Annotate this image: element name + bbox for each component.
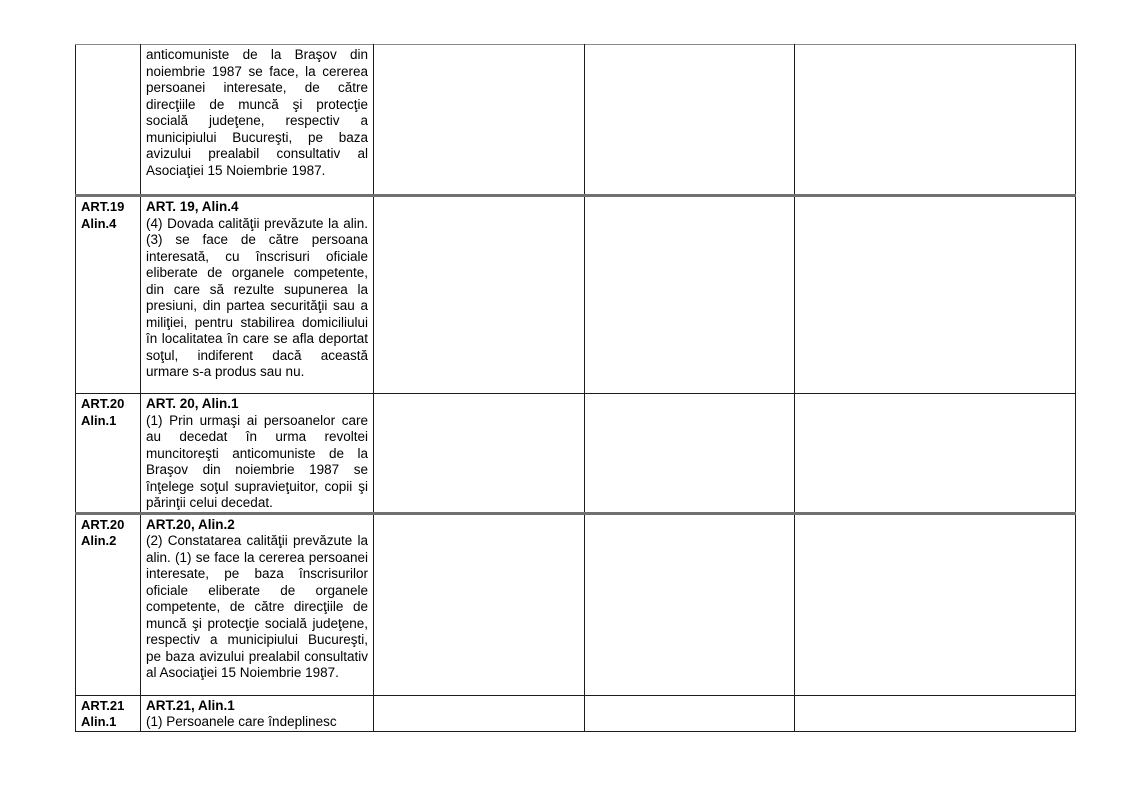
empty-cell: [795, 513, 1076, 695]
article-ref-cell: [76, 695, 141, 731]
article-text-cell: [141, 513, 374, 695]
empty-cell: [374, 196, 585, 394]
article-ref-alin: Alin.1: [81, 412, 117, 428]
empty-cell: [585, 394, 795, 514]
article-ref-cell: [76, 394, 141, 514]
article-body: (4) Dovada calităţii prevăzute la alin. (3) se face de către persoana interesată, cu înscrisuri oficiale eliberate de organele competente, din care să rezulte supunerea la presiuni, din partea securităţii sau a miliţiei, pentru stabilirea domiciliului în localitatea în care se afla deportat soţul, indiferent dacă această urmare s-a produs sau nu.: [146, 215, 368, 379]
article-ref: ART.21: [81, 697, 125, 713]
article-ref-alin: Alin.1: [81, 714, 117, 729]
article-ref-alin: Alin.2: [81, 533, 117, 548]
article-heading: ART.20, Alin.2: [146, 516, 235, 532]
article-text-cell: [141, 394, 374, 514]
article-ref-cell: [76, 196, 141, 394]
article-heading: ART. 19, Alin.4: [146, 199, 239, 214]
table-row: [76, 394, 1076, 514]
empty-cell: [585, 196, 795, 394]
legal-articles-table: [75, 44, 1076, 732]
table-row: [76, 196, 1076, 394]
article-ref: ART.19: [81, 199, 125, 214]
table-row: [76, 45, 1076, 196]
empty-cell: [374, 695, 585, 731]
article-body: (1) Prin urmaşi ai persoanelor care au decedat în urma revoltei muncitoreşti anticomuniste de la Braşov din noiembrie 1987 se înţelege soţul supravieţuitor, copii şi părinţii celui decedat.: [146, 412, 368, 510]
article-body: anticomuniste de la Braşov din noiembrie 1987 se face, la cererea persoanei interesate, de către direcţiile de muncă şi protecţie socială judeţene, respectiv a municipiului Bucureşti, pe baza avizului prealabil consultativ al Asociaţiei 15 Noiembrie 1987.: [146, 47, 368, 178]
empty-cell: [585, 695, 795, 731]
table-row: [76, 513, 1076, 695]
empty-cell: [374, 513, 585, 695]
empty-cell: [795, 695, 1076, 731]
article-text-cell: [141, 196, 374, 394]
article-ref-cell: [76, 513, 141, 695]
article-body: (2) Constatarea calităţii prevăzute la alin. (1) se face la cererea persoanei interesate, pe baza înscrisurilor oficiale eliberate de organele competente, de către direcţiile de muncă şi protecţie socială judeţene, respectiv a municipiului Bucureşti, pe baza avizului prealabil consultativ al Asociaţiei 15 Noiembrie 1987.: [146, 533, 368, 680]
article-ref: ART.20: [81, 396, 125, 411]
article-heading: ART.21, Alin.1: [146, 697, 235, 713]
article-body: (1) Persoanele care îndeplinesc: [146, 714, 337, 729]
empty-cell: [795, 45, 1076, 196]
article-ref-cell: [76, 45, 141, 196]
empty-cell: [374, 394, 585, 514]
table-row: [76, 695, 1076, 731]
empty-cell: [585, 45, 795, 196]
empty-cell: [374, 45, 585, 196]
article-ref-alin: Alin.4: [81, 215, 117, 231]
article-text-cell: [141, 695, 374, 731]
empty-cell: [795, 196, 1076, 394]
article-heading: ART. 20, Alin.1: [146, 396, 239, 411]
empty-cell: [795, 394, 1076, 514]
article-text-cell: [141, 45, 374, 196]
empty-cell: [585, 513, 795, 695]
article-ref: ART.20: [81, 516, 125, 532]
